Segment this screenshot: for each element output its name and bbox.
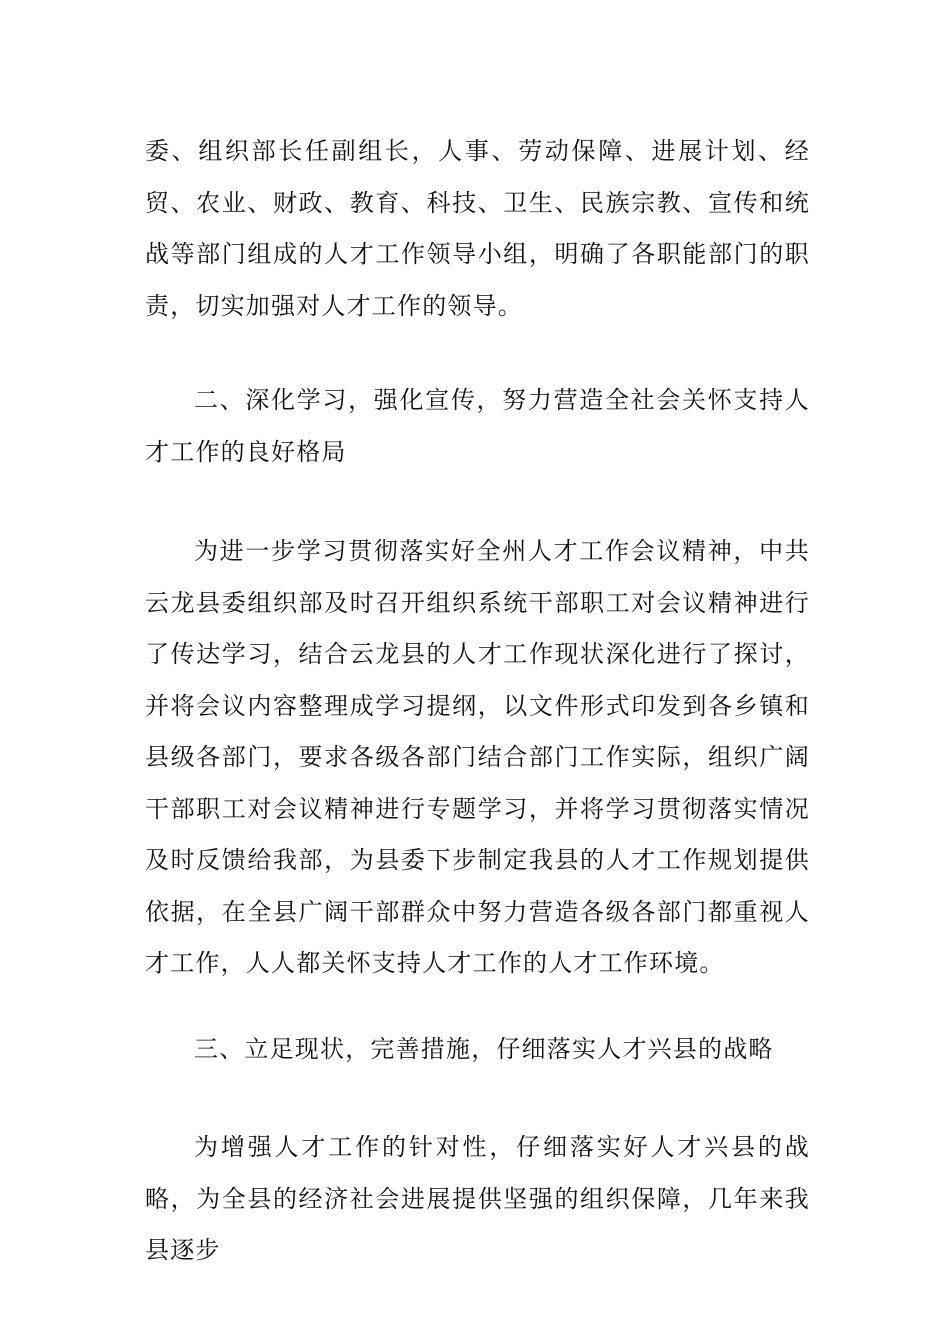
section-heading: 三、立足现状，完善措施，仔细落实人才兴县的战略 — [194, 1035, 774, 1063]
body-paragraph: 为增强人才工作的针对性，仔细落实好人才兴县的战略，为全县的经济社会进展提供坚强的组织保障，几年来我县逐步 — [145, 1133, 810, 1264]
body-paragraph: 为进一步学习贯彻落实好全州人才工作会议精神，中共云龙县委组织部及时召开组织系统干部职工对会议精神进行了传达学习，结合云龙县的人才工作现状深化进行了探讨，并将会议内容整理成学习提纲，以文件形式印发到各乡镇和县级各部门，要求各级各部门结合部门工作实际，组织广阔干部职工对会议精神进行专题学习，并将学习贯彻落实情况及时反馈给我部，为县委下步制定我县的人才工作规划提供依据，在全县广阔干部群众中努力营造各级各部门都重视人才工作，人人都关怀支持人才工作的人才工作环境。 — [145, 537, 810, 977]
body-paragraph: 委、组织部长任副组长，人事、劳动保障、进展计划、经贸、农业、财政、教育、科技、卫生、民族宗教、宣传和统战等部门组成的人才工作领导小组，明确了各职能部门的职责，切实加强对人才工作的领导。 — [145, 137, 810, 320]
section-heading: 二、深化学习，强化宣传，努力营造全社会关怀支持人才工作的良好格局 — [145, 386, 810, 466]
